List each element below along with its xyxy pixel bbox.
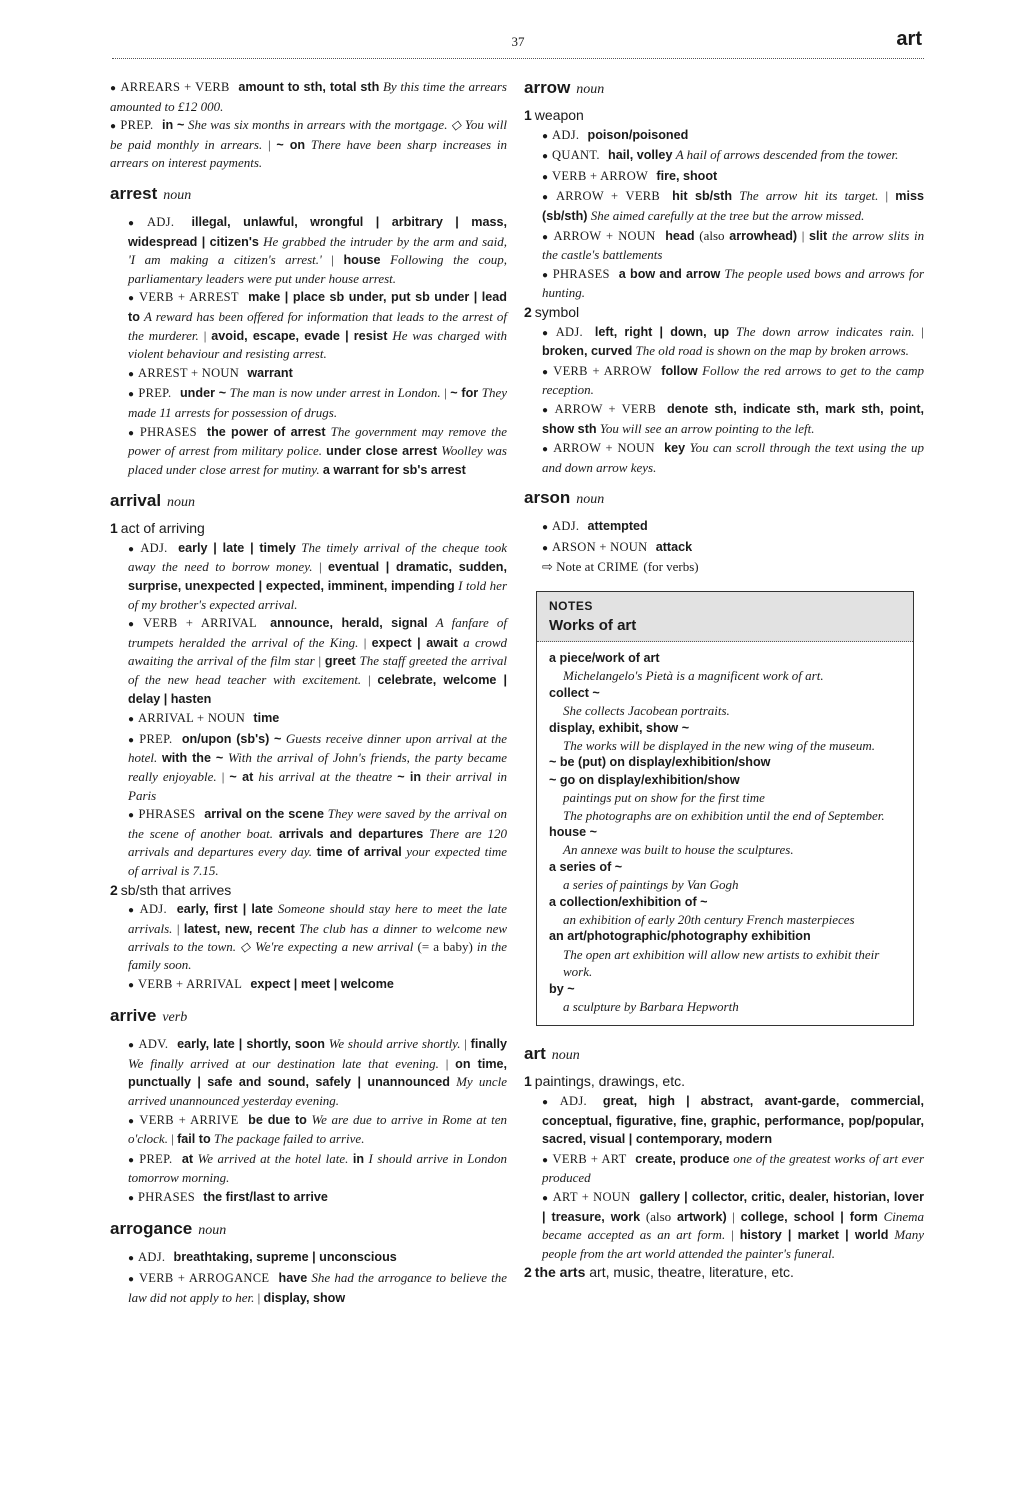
- sense-heading: 2 symbol: [524, 303, 580, 320]
- headword: art: [524, 1044, 546, 1064]
- collocation-block: ● ADJ. illegal, unlawful, wrongful | arbitrary | mass, widespread | citizen's He grabbed the intruder by the arm and said, 'I am making a citizen's arrest.' | house Following the coup, parliamentary leaders were put under house arrest.: [128, 214, 508, 286]
- entry-arrest: [110, 184, 507, 479]
- note-item: [549, 859, 903, 894]
- notes-tag: NOTES: [549, 599, 593, 614]
- note-phrase: display, exhibit, show ~: [549, 720, 690, 735]
- collocation-block: ● ADJ. breathtaking, supreme | unconscious: [128, 1250, 397, 1265]
- notes-title: Works of art: [549, 617, 637, 635]
- collocation-block: ● ADJ. left, right | down, up The down arrow indicates rain. | broken, curved The old road is shown on the map by broken arrows.: [542, 323, 924, 359]
- entry-arrival: [110, 491, 507, 994]
- entry-art: [524, 1044, 924, 1282]
- note-phrase: a collection/exhibition of ~: [549, 894, 708, 909]
- collocation-block: ● VERB + ARRIVAL expect | meet | welcome: [128, 976, 394, 991]
- entry-arrow: [524, 78, 924, 476]
- entry-arrive: [110, 1006, 507, 1207]
- collocation-block: ● ARROW + VERB denote sth, indicate sth, mark sth, point, show sth You will see an arrow pointing to the left.: [542, 401, 925, 436]
- collocation-block: ● ART + NOUN gallery | collector, critic, dealer, historian, lover | treasure, work (also artwork) | college, school | form Cinema became accepted as an art form. | history | market | world Many people from the art world attended the painter's funeral.: [542, 1189, 925, 1261]
- collocation-block: ● ADV. early, late | shortly, soon We should arrive shortly. | finally We finally arrived at our destination late that evening. | on time, punctually | safe and sound, safely | unannounced My uncle arrived unannounced yesterday evening.: [128, 1036, 508, 1108]
- note-example: an exhibition of early 20th century French masterpieces: [563, 911, 855, 927]
- note-example: The works will be displayed in the new wing of the museum.: [563, 737, 875, 753]
- part-of-speech: verb: [162, 1010, 188, 1026]
- collocation-block: ● PREP. on/upon (sb's) ~ Guests receive dinner upon arrival at the hotel. with the ~ With the arrival of John's friends, the party became really enjoyable. | ~ at his arrival at the theatre ~ in their arrival in Paris: [128, 730, 508, 803]
- headword: arrogance: [110, 1219, 193, 1239]
- collocation-block: ● PREP. under ~ The man is now under arrest in London. | ~ for They made 11 arrests for possession of drugs.: [128, 385, 507, 420]
- collocation-block: ● PREP. at We arrived at the hotel late. in I should arrive in London tomorrow morning.: [128, 1150, 508, 1186]
- collocation-block: ● ARREARS + VERB amount to sth, total sth By this time the arrears amounted to £12 000.: [110, 79, 507, 114]
- left-column: [110, 78, 507, 1319]
- note-phrase: ~ go on display/exhibition/show: [549, 772, 740, 787]
- entry-arson: [524, 488, 924, 577]
- note-phrase: collect ~: [549, 685, 600, 700]
- collocation-block: ● ADJ. great, high | abstract, avant-garde, commercial, conceptual, figurative, fine, graphic, performance, pop/popular, sacred, visual | contemporary, modern: [542, 1094, 925, 1147]
- note-example: paintings put on show for the first time: [563, 790, 765, 806]
- sense-heading: 2 sb/sth that arrives: [110, 881, 232, 898]
- note-example: An annexe was built to house the sculptures.: [563, 842, 794, 858]
- note-phrase: house ~: [549, 824, 597, 839]
- right-column: [524, 78, 924, 1294]
- page-number: 37: [511, 34, 525, 49]
- note-phrase: a piece/work of art: [549, 650, 660, 665]
- page-header: [112, 30, 924, 59]
- note-example: The open art exhibition will allow new artists to exhibit their work.: [563, 946, 880, 980]
- note-example: She collects Jacobean portraits.: [563, 703, 730, 719]
- collocation-block: ● PHRASES arrival on the scene They were saved by the arrival on the scene of another boat. arrivals and departures There are 120 arrivals and departures every day. time of arrival your expected time of arrival is 7.15.: [128, 806, 508, 878]
- collocation-block: ● ARREST + NOUN warrant: [128, 365, 293, 380]
- collocation-block: ● ARSON + NOUN attack: [542, 539, 693, 554]
- collocation-block: ● ADJ. early | late | timely The timely arrival of the cheque took away the need to borrow money. | eventual | dramatic, sudden, surprise, unexpected | expected, imminent, impending I told her of my brother's expected arrival.: [128, 539, 508, 612]
- note-item: [549, 824, 903, 859]
- note-item: [549, 772, 903, 824]
- collocation-block: ● ARRIVAL + NOUN time: [128, 711, 280, 726]
- note-item: [549, 650, 903, 685]
- arrow-right-icon: ⇨: [542, 559, 553, 575]
- collocation-block: ● ADJ. early, first | late Someone should stay here to meet the late arrivals. | latest, new, recent The club has a dinner to welcome new arrivals to the town. ◇ We're expecting a new arrival (= a baby) in the family soon.: [128, 901, 508, 972]
- note-phrase: ~ be (put) on display/exhibition/show: [549, 755, 771, 770]
- collocation-block: ● PHRASES a bow and arrow The people used bows and arrows for hunting.: [542, 265, 925, 301]
- collocation-block: ● VERB + ART create, produce one of the greatest works of art ever produced: [542, 1150, 925, 1186]
- collocation-block: ● PHRASES the power of arrest The government may remove the power of arrest from military police. under close arrest Woolley was placed under close arrest for mutiny. a warrant for sb's arrest: [128, 423, 508, 477]
- collocation-block: ● ARROW + NOUN key You can scroll through the text using the up and down arrow keys.: [542, 440, 925, 475]
- collocation-block: ● ARROW + NOUN head (also arrowhead) | slit the arrow slits in the castle's battlements: [542, 227, 925, 263]
- note-example: Michelangelo's Pietà is a magnificent work of art.: [563, 668, 824, 684]
- collocation-block: ● VERB + ARREST make | place sb under, put sb under | lead to A reward has been offered for information that leads to the arrest of the murderer. | avoid, escape, evade | resist He was charged with violent behaviour and resisting arrest.: [128, 290, 508, 362]
- headword: arrow: [524, 78, 571, 97]
- note-phrase: an art/photographic/photography exhibition: [549, 929, 811, 944]
- note-item: [549, 754, 903, 771]
- collocation-block: ● PHRASES the first/last to arrive: [128, 1189, 328, 1204]
- collocation-block: ● VERB + ARRIVAL announce, herald, signal A fanfare of trumpets heralded the arrival of the King. | expect | await a crowd awaiting the arrival of the film star | greet The staff greeted the arrival of the new head teacher with excitement. | celebrate, welcome | delay | hasten: [128, 615, 508, 706]
- note-example: a sculpture by Barbara Hepworth: [563, 999, 739, 1014]
- note-item: [549, 981, 903, 1016]
- entry-arrears-continued: [110, 78, 507, 172]
- note-example: The photographs are on exhibition until the end of September.: [563, 807, 885, 823]
- entry-arrogance: [110, 1219, 507, 1307]
- cross-reference: ⇨ Note at CRIME (for verbs): [542, 559, 699, 575]
- collocation-block: ● QUANT. hail, volley A hail of arrows descended from the tower.: [542, 147, 899, 163]
- part-of-speech: noun: [198, 1223, 227, 1239]
- part-of-speech: noun: [576, 82, 605, 97]
- sense-heading: 2 the arts art, music, theatre, literature, etc.: [524, 1264, 794, 1281]
- part-of-speech: noun: [163, 187, 192, 203]
- notes-box: [536, 591, 914, 1026]
- note-item: [549, 685, 903, 720]
- sense-heading: 1 act of arriving: [110, 520, 205, 537]
- part-of-speech: noun: [576, 492, 605, 508]
- sense-heading: 1 paintings, drawings, etc.: [524, 1073, 685, 1090]
- note-example: a series of paintings by Van Gogh: [563, 877, 739, 893]
- collocation-block: ● VERB + ARROW fire, shoot: [542, 168, 718, 183]
- part-of-speech: noun: [167, 495, 196, 511]
- collocation-block: ● ADJ. attempted: [542, 519, 648, 534]
- collocation-block: ● VERB + ARROGANCE have She had the arrogance to believe the law did not apply to her. | display, show: [128, 1270, 508, 1305]
- note-item: [549, 720, 903, 755]
- sense-heading: 1 weapon: [524, 107, 584, 123]
- running-head: art: [896, 28, 922, 50]
- note-phrase: a series of ~: [549, 859, 623, 874]
- headword: arson: [524, 488, 571, 508]
- note-item: [549, 894, 903, 929]
- collocation-block: ● VERB + ARRIVE be due to We are due to arrive in Rome at ten o'clock. | fail to The package failed to arrive.: [128, 1111, 508, 1147]
- collocation-block: ● PREP. in ~ She was six months in arrears with the mortgage. ◇ You will be paid monthly in arrears. | ~ on There have been sharp increases in arrears on interest payments.: [110, 117, 507, 171]
- headword: arrive: [110, 1006, 157, 1026]
- note-item: [549, 928, 903, 980]
- collocation-block: ● ADJ. poison/poisoned: [542, 127, 689, 142]
- collocation-block: ● ARROW + VERB hit sb/sth The arrow hit its target. | miss (sb/sth) She aimed carefully at the tree but the arrow missed.: [542, 188, 924, 223]
- note-phrase: by ~: [549, 981, 575, 996]
- headword: arrest: [110, 183, 158, 203]
- part-of-speech: noun: [551, 1048, 580, 1064]
- notes-body: [537, 642, 913, 1026]
- headword: arrival: [110, 491, 162, 511]
- collocation-block: ● VERB + ARROW follow Follow the red arrows to get to the camp reception.: [542, 362, 925, 398]
